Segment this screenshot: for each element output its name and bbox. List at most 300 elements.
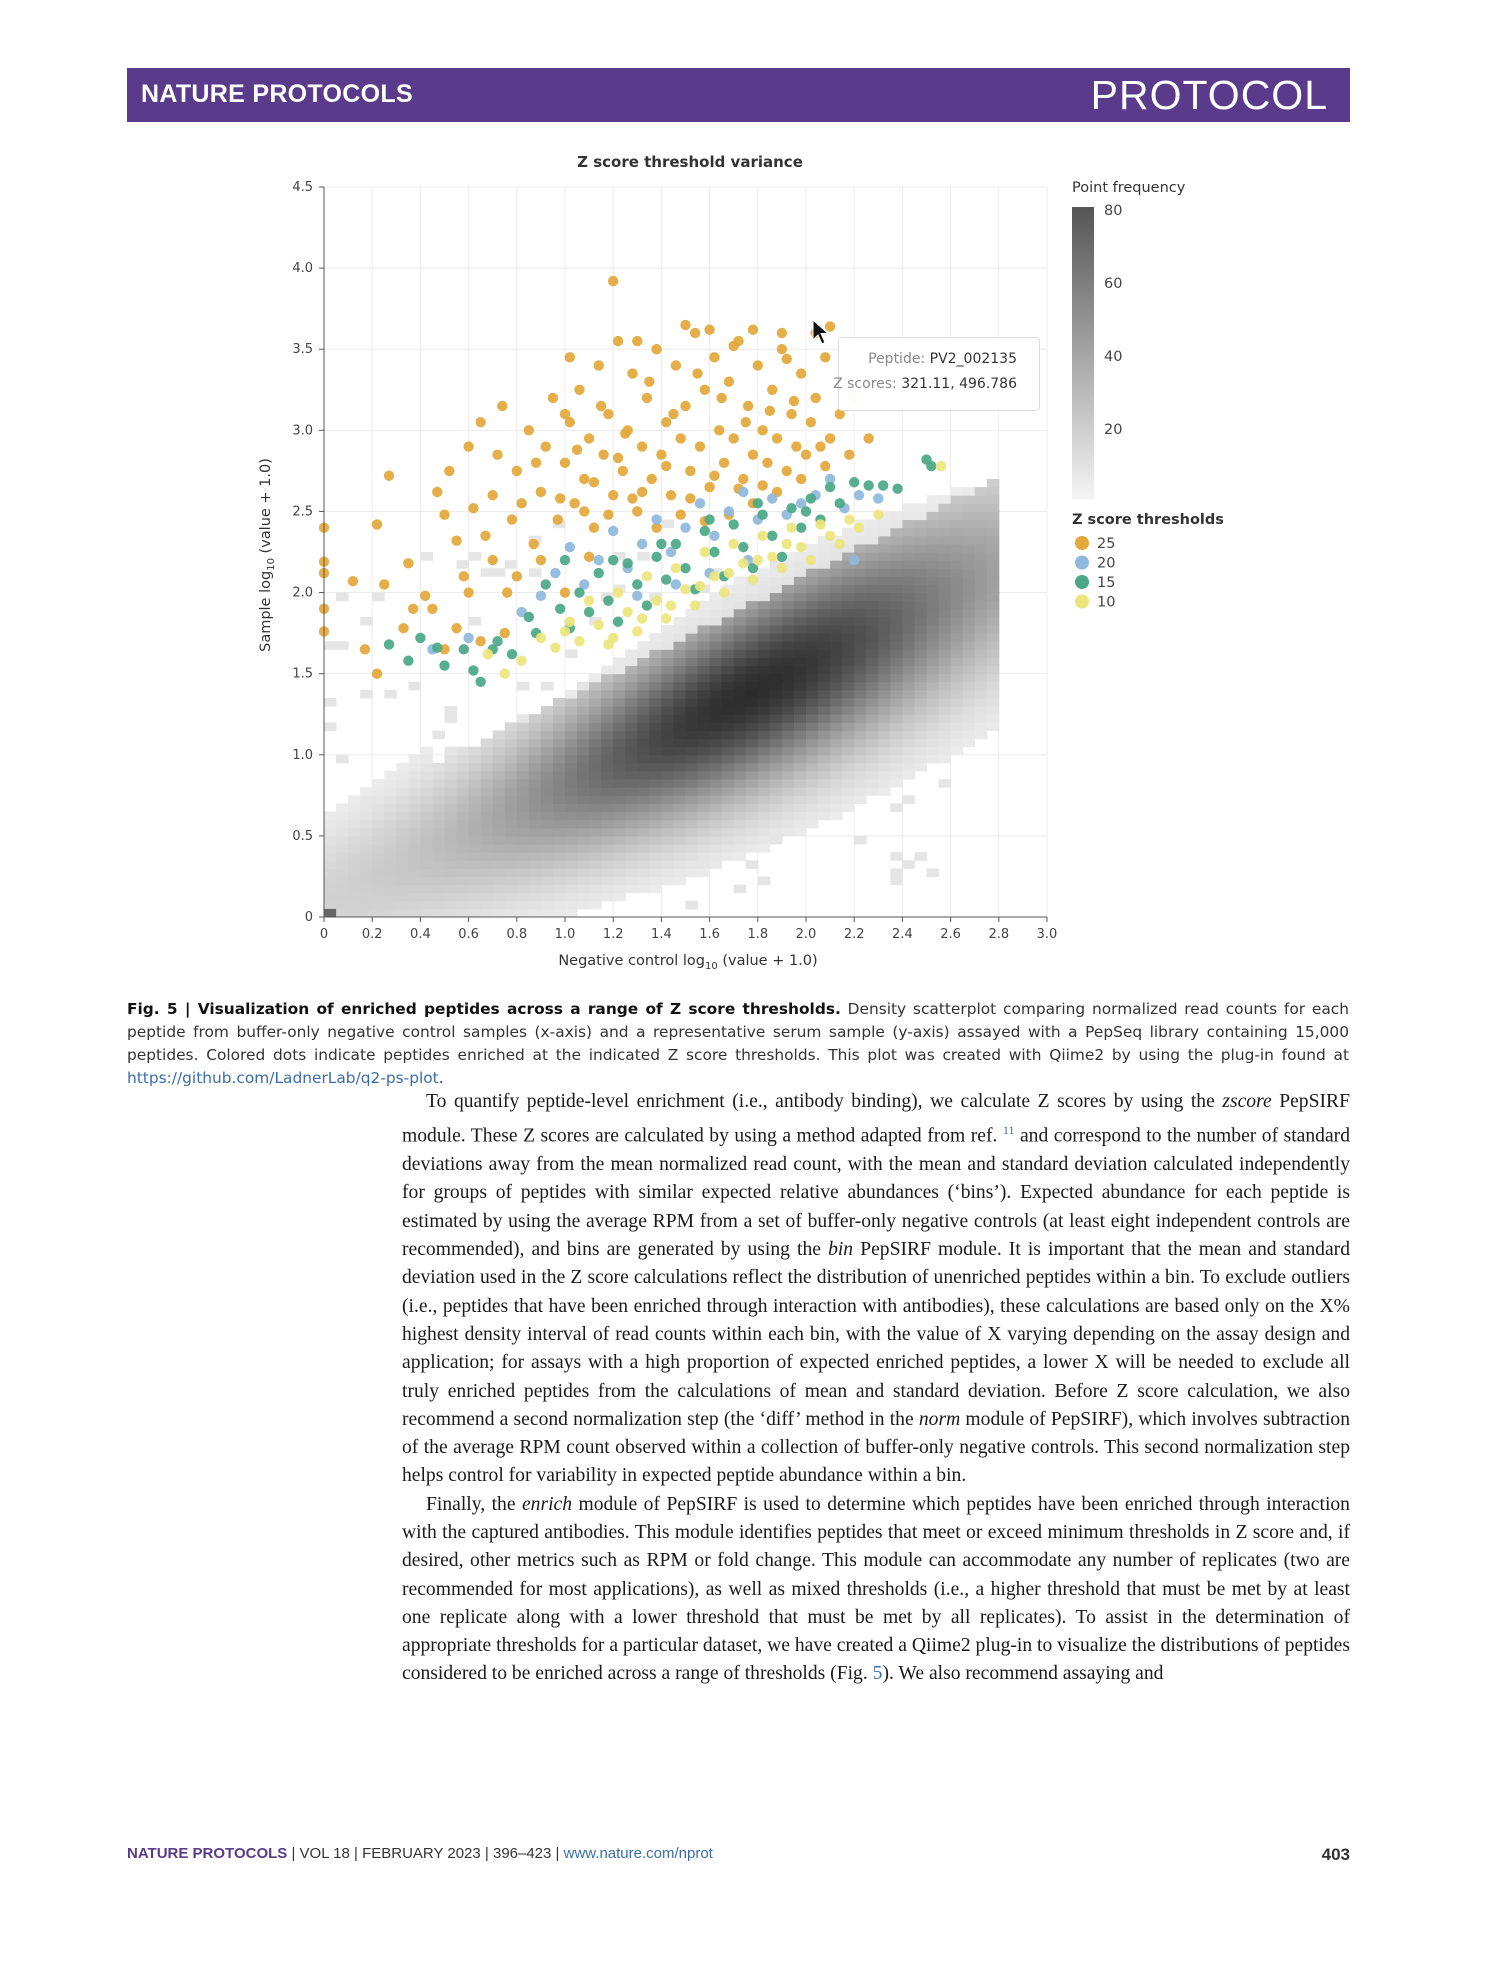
density-cell (625, 657, 638, 666)
density-cell (890, 747, 903, 756)
density-cell (505, 722, 518, 731)
density-cell (336, 852, 349, 861)
density-cell (758, 641, 771, 650)
density-cell (589, 844, 602, 853)
density-cell (469, 876, 482, 885)
density-cell (661, 812, 674, 821)
threshold-legend-items (1075, 536, 1115, 611)
density-cell (794, 576, 807, 585)
density-cell (939, 779, 952, 788)
density-cell (794, 690, 807, 699)
density-cell (673, 674, 686, 683)
density-cell (746, 674, 759, 683)
density-cell (420, 844, 433, 853)
point-z10 (565, 617, 575, 627)
density-cell (553, 860, 566, 869)
density-cell (493, 860, 506, 869)
tooltip-z-row: Z scores: 321.11, 496.786 (833, 376, 1017, 392)
density-cell (854, 747, 867, 756)
y-tick-label: 3.0 (292, 423, 313, 439)
density-cell (902, 584, 915, 593)
density-cell (710, 747, 723, 756)
density-cell (481, 885, 494, 894)
density-cell (830, 755, 843, 764)
density-cell (806, 584, 819, 593)
density-cell (505, 909, 518, 918)
density-cell (963, 609, 976, 618)
density-cell (372, 779, 385, 788)
density-cell (673, 787, 686, 796)
density-cell (577, 844, 590, 853)
point-z25 (598, 449, 608, 459)
density-cell (649, 706, 662, 715)
density-cell (734, 682, 747, 691)
density-cell (457, 885, 470, 894)
density-cell (589, 868, 602, 877)
density-cell (975, 520, 988, 529)
density-cell (734, 657, 747, 666)
density-cell (457, 901, 470, 910)
density-cell (493, 795, 506, 804)
density-cell (529, 836, 542, 845)
density-cell (951, 617, 964, 626)
density-cell (625, 771, 638, 780)
density-cell (565, 828, 578, 837)
density-cell (432, 844, 445, 853)
density-cell (806, 706, 819, 715)
density-cell (890, 755, 903, 764)
density-cell (890, 657, 903, 666)
y-tick-label: 1.0 (292, 747, 313, 763)
density-cell (493, 828, 506, 837)
density-cell (686, 771, 699, 780)
point-z15 (541, 579, 551, 589)
density-cell (637, 698, 650, 707)
density-cell (673, 795, 686, 804)
density-cell (457, 771, 470, 780)
density-cell (806, 609, 819, 618)
density-cell (806, 601, 819, 610)
density-cell (734, 755, 747, 764)
density-cell (758, 844, 771, 853)
density-cell (939, 495, 952, 504)
density-cell (577, 714, 590, 723)
density-cell (637, 552, 650, 561)
density-cell (722, 844, 735, 853)
density-cell (445, 901, 458, 910)
density-cell (806, 682, 819, 691)
point-z25 (748, 325, 758, 335)
point-z25 (668, 409, 678, 419)
density-cell (686, 674, 699, 683)
density-cell (710, 779, 723, 788)
density-cell (469, 755, 482, 764)
density-cell (842, 657, 855, 666)
density-cell (830, 593, 843, 602)
point-z25 (451, 535, 461, 545)
density-cell (372, 901, 385, 910)
density-cell (372, 844, 385, 853)
density-cell (782, 706, 795, 715)
density-cell (878, 787, 891, 796)
density-cell (878, 544, 891, 553)
density-cell (951, 747, 964, 756)
point-z20 (637, 539, 647, 549)
point-z10 (550, 643, 560, 653)
density-cell (710, 609, 723, 618)
density-cell (927, 560, 940, 569)
density-cell (927, 657, 940, 666)
density-cell (782, 609, 795, 618)
density-cell (951, 625, 964, 634)
density-cell (782, 633, 795, 642)
density-cell (975, 698, 988, 707)
density-cell (541, 714, 554, 723)
density-cell (698, 844, 711, 853)
density-cell (432, 836, 445, 845)
density-cell (939, 633, 952, 642)
density-cell (384, 909, 397, 918)
point-z10 (709, 571, 719, 581)
density-cell (806, 771, 819, 780)
density-cell (649, 795, 662, 804)
density-cell (396, 787, 409, 796)
density-cell (746, 828, 759, 837)
density-cell (408, 787, 421, 796)
density-cell (372, 836, 385, 845)
density-cell (939, 714, 952, 723)
density-cell (348, 860, 361, 869)
density-cell (806, 714, 819, 723)
density-cell (951, 503, 964, 512)
point-z25 (757, 480, 767, 490)
density-cell (890, 739, 903, 748)
reference-link[interactable]: 11 (1002, 1123, 1015, 1138)
density-cell (818, 755, 831, 764)
point-z25 (548, 393, 558, 403)
density-cell (914, 739, 927, 748)
density-cell (806, 787, 819, 796)
density-cell (890, 722, 903, 731)
point-z25 (463, 441, 473, 451)
density-cell (396, 763, 409, 772)
density-cell (830, 568, 843, 577)
density-cell (565, 779, 578, 788)
density-cell (963, 641, 976, 650)
density-cell (758, 803, 771, 812)
density-cell (601, 812, 614, 821)
density-cell (577, 803, 590, 812)
density-cell (722, 690, 735, 699)
density-cell (360, 617, 373, 626)
density-cell (457, 747, 470, 756)
density-cell (336, 812, 349, 821)
density-cell (866, 560, 879, 569)
density-cell (866, 601, 879, 610)
density-cell (963, 520, 976, 529)
density-cell (758, 568, 771, 577)
density-cell (758, 698, 771, 707)
density-cell (806, 690, 819, 699)
density-cell (445, 868, 458, 877)
density-cell (854, 795, 867, 804)
point-z25 (516, 498, 526, 508)
density-cell (842, 649, 855, 658)
density-cell (384, 860, 397, 869)
density-cell (529, 739, 542, 748)
density-cell (782, 812, 795, 821)
density-cell (987, 568, 1000, 577)
density-cell (686, 763, 699, 772)
density-cell (866, 779, 879, 788)
density-cell (854, 755, 867, 764)
density-cell (710, 641, 723, 650)
density-cell (372, 820, 385, 829)
density-cell (577, 901, 590, 910)
density-cell (601, 860, 614, 869)
density-cell (710, 771, 723, 780)
density-cell (336, 641, 349, 650)
density-cell (842, 763, 855, 772)
point-z10 (690, 600, 700, 610)
figure-link[interactable]: 5 (872, 1663, 883, 1685)
density-cell (758, 820, 771, 829)
density-cell (541, 722, 554, 731)
density-cell (372, 828, 385, 837)
density-cell (927, 714, 940, 723)
density-cell (770, 714, 783, 723)
density-cell (758, 609, 771, 618)
density-cell (830, 722, 843, 731)
density-legend-tick: 60 (1104, 276, 1123, 292)
density-cell (951, 511, 964, 520)
density-cell (505, 747, 518, 756)
point-z10 (835, 539, 845, 549)
point-z10 (671, 563, 681, 573)
threshold-legend-title: Z score thresholds (1072, 512, 1224, 528)
density-cell (914, 763, 927, 772)
density-cell (722, 641, 735, 650)
density-cell (517, 739, 530, 748)
density-cell (577, 690, 590, 699)
density-cell (963, 584, 976, 593)
density-cell (517, 747, 530, 756)
density-cell (963, 593, 976, 602)
density-cell (830, 560, 843, 569)
density-cell (806, 633, 819, 642)
density-cell (384, 690, 397, 699)
density-cell (661, 860, 674, 869)
density-cell (878, 771, 891, 780)
density-cell (324, 860, 337, 869)
density-cell (637, 649, 650, 658)
density-cell (589, 876, 602, 885)
density-cell (625, 852, 638, 861)
point-z25 (692, 368, 702, 378)
density-cell (505, 755, 518, 764)
density-cell (818, 593, 831, 602)
point-z15 (632, 579, 642, 589)
density-cell (698, 755, 711, 764)
density-cell (649, 885, 662, 894)
density-cell (469, 552, 482, 561)
point-z10 (767, 552, 777, 562)
density-cell (372, 860, 385, 869)
density-cell (589, 803, 602, 812)
density-cell (661, 795, 674, 804)
cursor-arrow-icon (813, 320, 828, 344)
density-cell (890, 633, 903, 642)
density-cell (806, 755, 819, 764)
density-cell (951, 584, 964, 593)
density-cell (372, 593, 385, 602)
density-cell (987, 633, 1000, 642)
point-z15 (415, 633, 425, 643)
density-cell (420, 747, 433, 756)
point-z25 (671, 360, 681, 370)
density-cell (553, 714, 566, 723)
density-cell (505, 844, 518, 853)
density-cell (854, 714, 867, 723)
density-cell (613, 836, 626, 845)
density-cell (372, 812, 385, 821)
density-cell (878, 552, 891, 561)
density-cell (975, 487, 988, 496)
density-cell (408, 885, 421, 894)
x-tick-label: 0 (319, 927, 329, 942)
density-cell (469, 836, 482, 845)
density-cell (565, 868, 578, 877)
point-z25 (596, 401, 606, 411)
density-cell (782, 576, 795, 585)
footer-url[interactable]: www.nature.com/nprot (563, 1845, 713, 1862)
point-z10 (806, 555, 816, 565)
density-cell (842, 755, 855, 764)
density-cell (722, 633, 735, 642)
density-cell (698, 763, 711, 772)
density-cell (505, 739, 518, 748)
density-cell (914, 560, 927, 569)
density-cell (782, 787, 795, 796)
density-cell (927, 690, 940, 699)
density-cell (854, 730, 867, 739)
density-cell (661, 674, 674, 683)
point-z25 (555, 493, 565, 503)
point-z25 (762, 458, 772, 468)
density-cell (673, 739, 686, 748)
density-cell (794, 584, 807, 593)
point-z25 (777, 328, 787, 338)
caption-link[interactable]: https://github.com/LadnerLab/q2-ps-plot (127, 1069, 439, 1087)
density-cell (818, 739, 831, 748)
density-cell (469, 844, 482, 853)
density-cell (698, 722, 711, 731)
point-z15 (729, 519, 739, 529)
density-cell (758, 714, 771, 723)
density-cell (661, 803, 674, 812)
density-cell (589, 730, 602, 739)
density-cell (806, 747, 819, 756)
density-cell (710, 601, 723, 610)
density-cell (890, 641, 903, 650)
density-cell (746, 779, 759, 788)
density-cell (866, 617, 879, 626)
density-cell (902, 682, 915, 691)
density-cell (469, 763, 482, 772)
density-cell (758, 584, 771, 593)
density-cell (842, 714, 855, 723)
density-cell (372, 909, 385, 918)
density-cell (987, 593, 1000, 602)
density-cell (577, 885, 590, 894)
density-cell (794, 722, 807, 731)
density-cell (854, 836, 867, 845)
density-cell (481, 763, 494, 772)
density-cell (529, 812, 542, 821)
x-tick-label: 1.8 (747, 927, 769, 942)
density-cell (722, 714, 735, 723)
density-cell (384, 885, 397, 894)
density-cell (686, 901, 699, 910)
threshold-label-20: 20 (1097, 555, 1116, 572)
density-cell (927, 528, 940, 537)
density-cell (673, 860, 686, 869)
density-cell (902, 641, 915, 650)
point-z25 (439, 509, 449, 519)
density-cell (529, 771, 542, 780)
density-cell (553, 885, 566, 894)
density-cell (963, 625, 976, 634)
density-cell (493, 901, 506, 910)
density-cell (987, 495, 1000, 504)
density-cell (517, 722, 530, 731)
density-cell (493, 820, 506, 829)
density-cell (613, 860, 626, 869)
density-cell (673, 690, 686, 699)
density-cell (360, 893, 373, 902)
density-cell (505, 828, 518, 837)
density-cell (686, 820, 699, 829)
density-cell (601, 885, 614, 894)
density-cell (854, 617, 867, 626)
density-cell (722, 779, 735, 788)
density-cell (734, 828, 747, 837)
density-cell (457, 795, 470, 804)
density-cell (890, 690, 903, 699)
density-cell (890, 560, 903, 569)
density-cell (517, 860, 530, 869)
point-z15 (671, 539, 681, 549)
point-z20 (671, 579, 681, 589)
density-cell (782, 803, 795, 812)
density-cell (830, 617, 843, 626)
density-cell (782, 771, 795, 780)
density-cell (939, 747, 952, 756)
density-cell (493, 803, 506, 812)
point-z25 (603, 409, 613, 419)
density-cell (734, 617, 747, 626)
density-cell (782, 625, 795, 634)
density-cell (493, 747, 506, 756)
point-z15 (700, 526, 710, 536)
point-z15 (777, 552, 787, 562)
density-cell (457, 803, 470, 812)
density-cell (710, 787, 723, 796)
point-z25 (632, 506, 642, 516)
density-cell (481, 860, 494, 869)
density-cell (673, 730, 686, 739)
density-cell (914, 698, 927, 707)
